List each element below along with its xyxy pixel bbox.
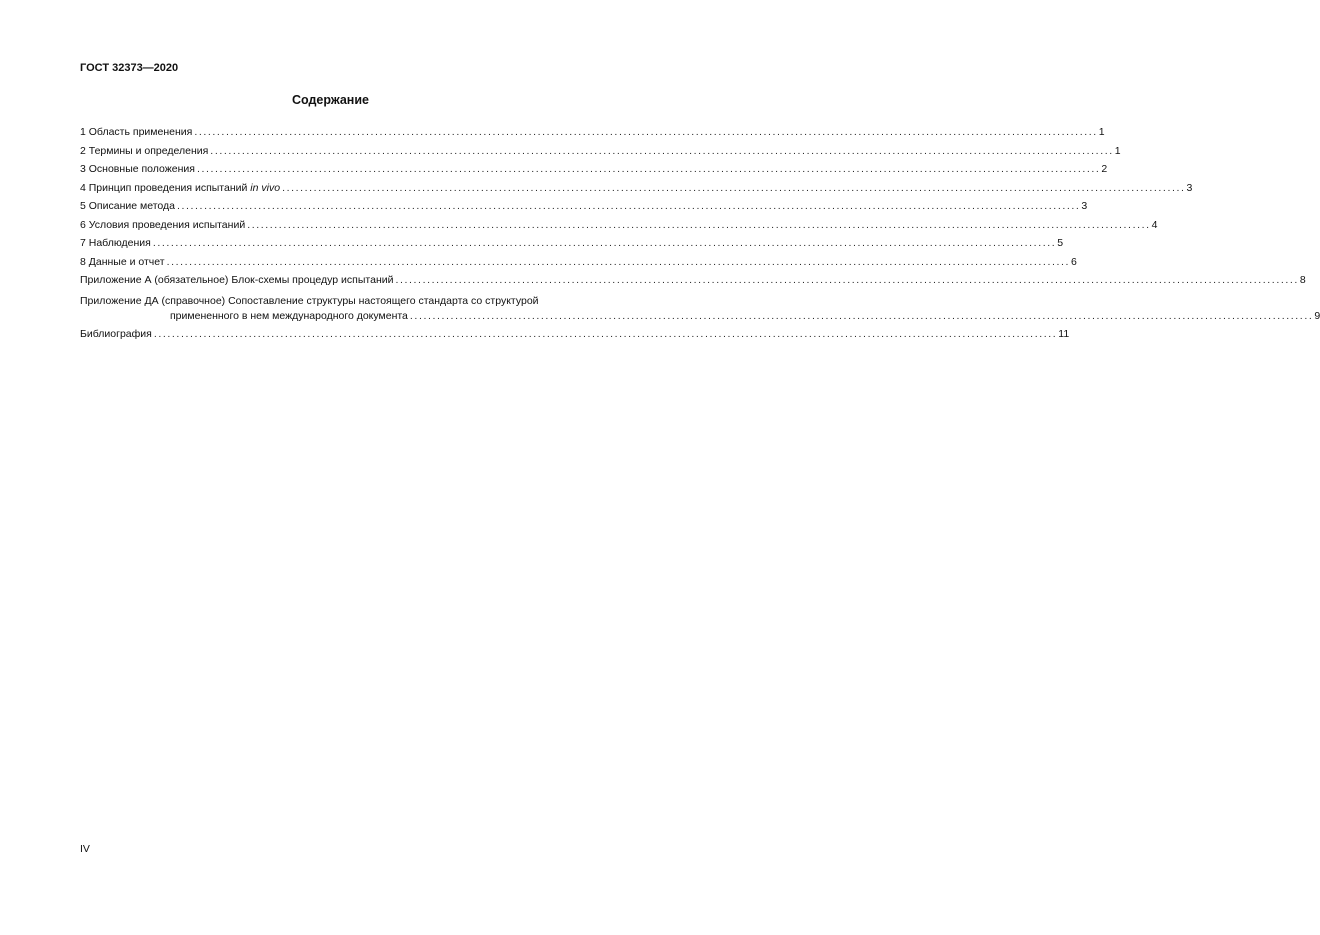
toc-entry-page: 11 xyxy=(1058,328,1070,340)
toc-entry-label xyxy=(80,182,282,194)
toc-entry-label: Библиография xyxy=(80,328,152,340)
page-number: IV xyxy=(80,843,90,855)
toc-entry-label: 5 Описание метода xyxy=(80,200,175,212)
toc-entry-label: 7 Наблюдения xyxy=(80,237,151,249)
toc-entry-conditions[interactable] xyxy=(80,218,1158,238)
toc-entry-scope[interactable] xyxy=(80,126,1105,145)
toc-entry-page: 9 xyxy=(1314,309,1320,322)
toc-leader-dots: ........................................................................................................................................................................................................ xyxy=(210,144,1114,157)
toc-entry-data-report[interactable] xyxy=(80,255,1077,275)
toc-entry-principle[interactable] xyxy=(80,181,1193,201)
toc-entry-page: 1 xyxy=(1098,126,1105,138)
toc-leader-dots: ........................................................................................................................................................................................................ xyxy=(196,163,1101,175)
toc-entry-page: 4 xyxy=(1151,218,1158,231)
page-title: Содержание xyxy=(291,93,369,107)
toc-entry-label: 3 Основные положения xyxy=(80,163,195,175)
table-of-contents xyxy=(80,126,1320,347)
toc-entry-appendix-da[interactable] xyxy=(80,293,1320,329)
toc-leader-dots: ........................................................................................................................................................................................................ xyxy=(153,328,1058,340)
toc-entry-basics[interactable] xyxy=(80,163,1108,182)
toc-leader-dots: ........................................................................................................................................................................................................ xyxy=(166,255,1071,268)
toc-entry-label-cont: примененного в нем международного документа xyxy=(170,309,408,322)
toc-entry-label: 1 Область применения xyxy=(80,126,193,138)
toc-entry-label-text: 4 Принцип проведения испытаний xyxy=(80,181,251,194)
toc-entry-page: 8 xyxy=(1299,274,1306,286)
toc-entry-page: 5 xyxy=(1057,237,1064,249)
document-header: ГОСТ 32373—2020 xyxy=(80,62,179,74)
toc-entry-bibliography[interactable] xyxy=(80,328,1070,347)
toc-entry-label: Приложение ДА (справочное) Сопоставление структуры настоящего стандарта со структурой xyxy=(80,294,539,307)
toc-leader-dots: ........................................................................................................................................................................................................ xyxy=(152,237,1057,249)
toc-leader-dots: ........................................................................................................................................................................................................ xyxy=(247,218,1151,231)
toc-entry-method[interactable] xyxy=(80,200,1088,219)
toc-leader-dots: ........................................................................................................................................................................................................ xyxy=(282,181,1186,194)
toc-entry-label: 2 Термины и определения xyxy=(80,144,209,157)
toc-entry-continuation xyxy=(80,309,1320,329)
toc-entry-page: 3 xyxy=(1186,181,1193,194)
toc-entry-page: 3 xyxy=(1081,200,1088,212)
toc-entry-label: 6 Условия проведения испытаний xyxy=(80,218,246,231)
toc-leader-dots: ........................................................................................................................................................................................................ xyxy=(176,200,1081,212)
toc-leader-dots: ........................................................................................................................................................................................................ xyxy=(409,309,1314,322)
toc-entry-appendix-a[interactable] xyxy=(80,274,1306,293)
toc-entry-label-italic: in vivo xyxy=(250,181,281,194)
toc-leader-dots: ........................................................................................................................................................................................................ xyxy=(395,274,1299,286)
toc-entry-page: 6 xyxy=(1071,255,1077,268)
toc-leader-dots: ........................................................................................................................................................................................................ xyxy=(194,126,1098,138)
toc-entry-terms[interactable] xyxy=(80,144,1121,164)
toc-entry-label: 8 Данные и отчет xyxy=(80,255,165,268)
toc-entry-page: 1 xyxy=(1114,144,1121,157)
toc-entry-page: 2 xyxy=(1101,163,1108,175)
toc-entry-label: Приложение А (обязательное) Блок-схемы процедур испытаний xyxy=(80,274,394,286)
toc-entry-observations[interactable] xyxy=(80,237,1064,256)
